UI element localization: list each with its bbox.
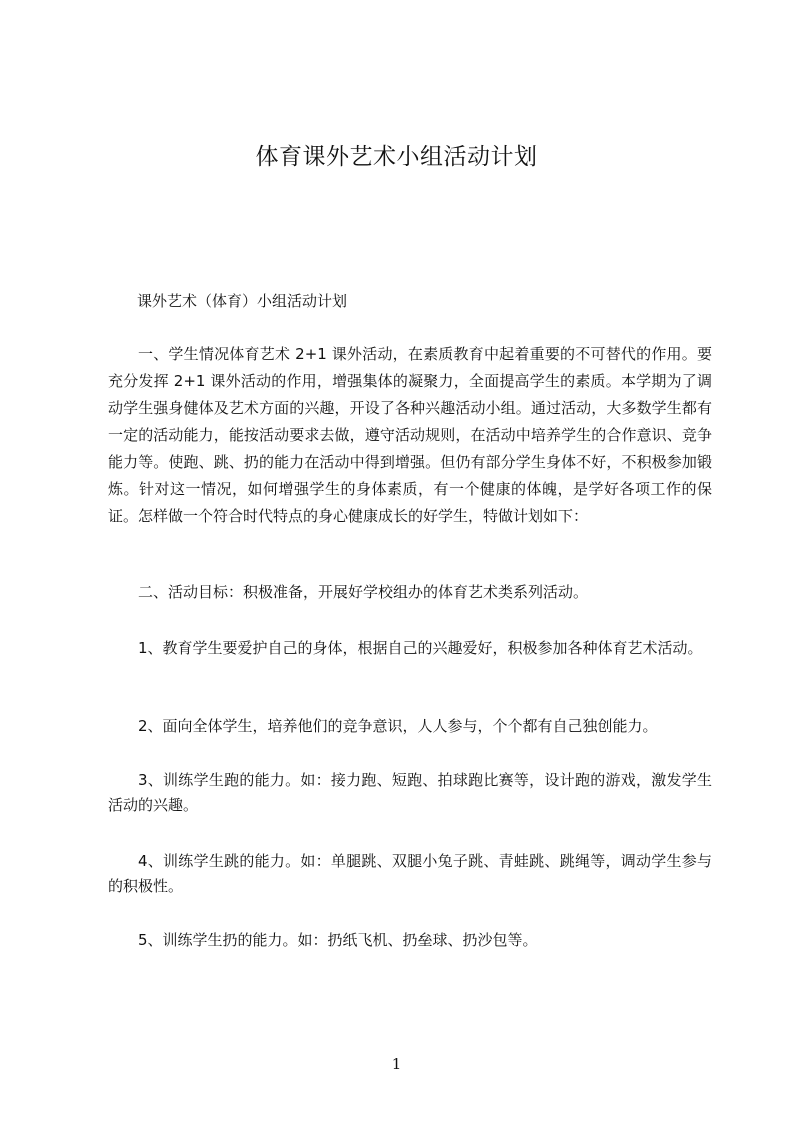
paragraph-activity-goal: 二、活动目标：积极准备，开展好学校组办的体育艺术类系列活动。 xyxy=(138,583,589,601)
paragraph-goal-3: 3、训练学生跑的能力。如：接力跑、短跑、拍球跑比赛等，设计跑的游戏，激发学生活动的兴趣。 xyxy=(108,771,712,814)
paragraph-student-situation: 一、学生情况体育艺术 2+1 课外活动，在素质教育中起着重要的不可替代的作用。要充分发挥 2+1 课外活动的作用，增强集体的凝聚力，全面提高学生的素质。本学期为了调动学生强身健体及艺术方面的兴趣，开设了各种兴趣活动小组。通过活动，大多数学生都有一定的活动能力，能按活动要求去做，遵守活动规则，在活动中培养学生的合作意识、竞争能力等。使跑、跳、扔的能力在活动中得到增强。但仍有部分学生身体不好，不积极参加锻炼。针对这一情况，如何增强学生的身体素质，有一个健康的体魄，是学好各项工作的保证。怎样做一个符合时代特点的身心健康成长的好学生，特做计划如下： xyxy=(108,345,712,525)
paragraph-goal-5: 5、训练学生扔的能力。如：扔纸飞机、扔垒球、扔沙包等。 xyxy=(138,931,538,949)
page-number: 1 xyxy=(391,1055,402,1073)
paragraph-goal-4: 4、训练学生跳的能力。如：单腿跳、双腿小兔子跳、青蛙跳、跳绳等，调动学生参与的积极性。 xyxy=(108,852,712,895)
page-title: 体育课外艺术小组活动计划 xyxy=(255,144,538,170)
paragraph-goal-1: 1、教育学生要爱护自己的身体，根据自己的兴趣爱好，积极参加各种体育艺术活动。 xyxy=(138,639,703,657)
paragraph-goal-2: 2、面向全体学生，培养他们的竞争意识，人人参与，个个都有自己独创能力。 xyxy=(138,717,658,735)
document-subtitle: 课外艺术（体育）小组活动计划 xyxy=(137,292,348,310)
